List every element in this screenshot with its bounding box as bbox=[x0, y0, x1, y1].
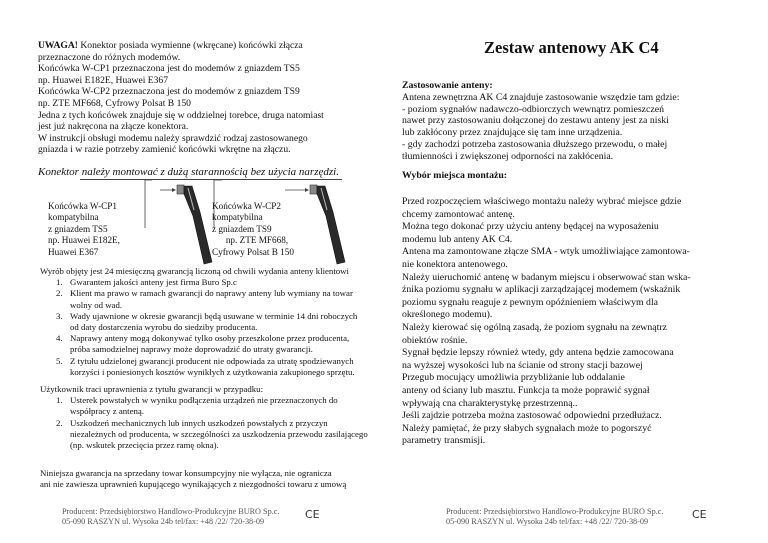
usage-heading: Zastosowanie anteny: bbox=[402, 80, 493, 91]
item-number: 2. bbox=[56, 417, 63, 428]
item-line: próba samodzielnej naprawy może doprowadzić do utraty gwarancji. bbox=[70, 344, 313, 355]
item-line: Klient ma prawo w ramach gwarancji do naprawy anteny lub wymiany na towar bbox=[70, 288, 353, 299]
warranty-intro: Wyrób objęty jest 24 miesięczną gwarancją liczoną od chwili wydania anteny klientowi bbox=[40, 266, 349, 276]
usage-line: tłumienności i zwiększonej odporności na zakłócenia. bbox=[402, 150, 614, 162]
usage-line: - gdy zachodzi potrzeba zastosowania dłuższego przewodu, o małej bbox=[402, 138, 668, 150]
placement-line: Należy kierować się ogólną zasadą, że poziom sygnału na zewnątrz bbox=[402, 321, 667, 333]
placement-line: Przed rozpoczęciem właściwego montażu należy wybrać miejsce gdzie bbox=[402, 196, 682, 207]
warning-line: np. ZTE MF668, Cyfrowy Polsat B 150 bbox=[38, 97, 191, 109]
warning-line: Jedna z tych końcówek znajduje się w oddzielnej torebce, druga natomiast bbox=[38, 109, 324, 121]
item-number: 2. bbox=[56, 288, 63, 299]
item-line: (np. wskutek przecięcia przez ramę okna). bbox=[70, 440, 219, 451]
item-number: 1. bbox=[56, 395, 63, 406]
exclusion-item bbox=[40, 395, 370, 417]
exclusions-intro: Użytkownik traci uprawnienia z tytułu gwarancji w przypadku: bbox=[40, 384, 264, 394]
item-line: Naprawy anteny mogą dokonywać tylko osoby przeszkolone przez producenta, bbox=[70, 333, 350, 344]
placement-line: źnika poziomu sygnału w aplikacji zarządzającej modemem (wskaźnik bbox=[402, 284, 681, 296]
placement-line: parametry transmisji. bbox=[402, 435, 486, 447]
tip2-line: Cyfrowy Polsat B 150 bbox=[212, 246, 294, 257]
placement-line: określonego modemu). bbox=[402, 309, 493, 321]
placement-line: chcemy zamontować antenę. bbox=[402, 208, 515, 220]
producer-footer bbox=[446, 507, 663, 528]
tip1-line: kompatybilna bbox=[48, 212, 99, 223]
warranty-item bbox=[40, 356, 370, 378]
item-number: 4. bbox=[56, 333, 63, 344]
page-title: Zestaw antenowy AK C4 bbox=[484, 38, 659, 57]
usage-line: Antena zewnętrzna AK C4 znajduje zastosowanie wszędzie tam gdzie: bbox=[402, 91, 680, 103]
placement-line: obiektów rośnie. bbox=[402, 334, 468, 346]
ce-mark-icon: CE bbox=[305, 508, 320, 521]
footer-line: 05-090 RASZYN ul. Wysoka 24b tel/fax: +48 /22/ 720-38-09 bbox=[446, 517, 649, 527]
placement-line: anteny od ściany lub masztu. Funkcja ta może poprawić sygnał bbox=[402, 384, 650, 396]
item-line: Wady ujawnione w okresie gwarancji będą usuwane w terminie 14 dni roboczych bbox=[70, 310, 358, 321]
item-line: Gwarantem jakości anteny jest firma Buro Sp.c bbox=[70, 277, 237, 288]
tip1-line: Huawei E367 bbox=[48, 246, 99, 257]
item-line: Uszkodzeń mechanicznych lub innych uszkodzeń powstałych z przyczyn bbox=[70, 417, 328, 428]
placement-line: poziomu sygnału reaguje z pewnym opóźnieniem właściwym dla bbox=[402, 296, 659, 308]
tip2-line: np. ZTE MF668, bbox=[225, 235, 289, 246]
footer-line: 05-090 RASZYN ul. Wysoka 24b tel/fax: +48 /22/ 720-38-09 bbox=[62, 517, 265, 527]
placement-line: nie konektora antenowego. bbox=[402, 258, 508, 270]
tip1-line: np. Huawei E182E, bbox=[48, 235, 120, 246]
placement-line: Można tego dokonać przy użyciu anteny będącej na wyposażeniu bbox=[402, 221, 659, 233]
tip-w-cp2-caption bbox=[212, 201, 294, 258]
warning-line: np. Huawei E182E, Huawei E367 bbox=[38, 74, 169, 86]
exclusions-list bbox=[40, 395, 370, 451]
warranty-item bbox=[40, 288, 370, 310]
warning-line: jest już nakręcona na złącze konektora. bbox=[38, 121, 189, 133]
warranty-terms bbox=[40, 266, 370, 378]
warning-lead: UWAGA! bbox=[38, 40, 78, 51]
placement-line: Sygnał będzie lepszy również wtedy, gdy antena będzie zamocowana bbox=[402, 347, 674, 359]
placement-line: Należy uieruchomić antenę w badanym miejscu i obserwować stan wska- bbox=[402, 271, 691, 283]
warning-line: gniazda i w razie potrzeby zamienić końcówki wkrętne na złączu. bbox=[38, 144, 291, 156]
warning-line: W instrukcji obsługi modemu należy sprawdzić rodzaj zastosowanego bbox=[38, 132, 308, 144]
producer-footer bbox=[62, 507, 279, 528]
connector-note: Konektor należy montować z dużą starannością bez użycia narzędzi. bbox=[38, 166, 339, 178]
right-page bbox=[384, 0, 768, 543]
warning-line: Końcówka W-CP1 przeznaczona jest do modemów z gniazdem TS5 bbox=[38, 63, 300, 75]
usage-line: - poziom sygnałów nadawczo-odbiorczych wewnątrz pomieszczeń bbox=[402, 103, 664, 115]
warranty-item bbox=[40, 311, 370, 333]
placement-line: wpływają cna charakterystykę przestrzenną.. bbox=[402, 397, 578, 409]
warning-first-line bbox=[38, 40, 368, 52]
item-line: niezależnych od producenta, w szczególności za uszkodzenia przewodu zasilającego bbox=[70, 428, 368, 439]
connector-1-icon bbox=[177, 185, 212, 264]
tip1-line: Końcówka W-CP1 bbox=[48, 201, 117, 211]
placement-line: Antena ma zamontowane złącze SMA - wtyk umożliwiające zamontowa- bbox=[402, 246, 690, 258]
warranty-list bbox=[40, 277, 370, 378]
tip1-line: z gniazdem TS5 bbox=[48, 223, 108, 234]
item-number: 1. bbox=[56, 277, 63, 288]
item-line: współpracy z anteną. bbox=[70, 406, 145, 417]
placement-line: Jeśli zajdzie potrzeba można zastosować odpowiedni przedłużacz. bbox=[402, 410, 662, 422]
tip2-line: Końcówka W-CP2 bbox=[212, 201, 281, 211]
item-line: od daty dostarczenia wyrobu do siedziby producenta. bbox=[70, 322, 258, 333]
item-number: 3. bbox=[56, 310, 63, 321]
placement-section bbox=[402, 196, 752, 448]
placement-line: modemu lub anteny AK C4. bbox=[402, 233, 513, 245]
warranty-item bbox=[40, 333, 370, 355]
warranty-item bbox=[40, 277, 370, 288]
footer-line: Producent: Przedsiębiorstwo Handlowo-Produkcyjne BURO Sp.c. bbox=[446, 507, 664, 516]
warranty-exclusions bbox=[40, 384, 370, 451]
connector-2-icon bbox=[310, 185, 345, 264]
usage-line: nawet przy zastosowaniu dołączonej do zestawu anteny jest za niski bbox=[402, 115, 669, 127]
closing-line: Niniejsza gwarancja na sprzedany towar konsumpcyjny nie wyłącza, nie ogranicza bbox=[40, 468, 332, 478]
exclusion-item bbox=[40, 418, 370, 452]
item-line: wolny od wad. bbox=[70, 299, 123, 310]
tip2-line: z gniazdem TS9 bbox=[212, 223, 272, 234]
item-line: Z tytułu udzielonej gwarancji producent nie odpowiada za utratę spodziewanych bbox=[70, 355, 354, 366]
placement-line: Przegub mocujący umożliwia przybliżanie lub oddalanie bbox=[402, 372, 625, 384]
tip2-line: kompatybilna bbox=[212, 212, 263, 223]
tip-w-cp1-caption bbox=[48, 201, 120, 258]
closing-line: ani nie zawiesza uprawnień kupującego wynikających z niezgodności towaru z umową bbox=[40, 479, 347, 490]
placement-heading: Wybór miejsca montażu: bbox=[402, 170, 508, 181]
warning-line: Końcówka W-CP2 przeznaczona jest do modemów z gniazdem TS9 bbox=[38, 86, 300, 98]
closing-statement bbox=[40, 468, 346, 490]
placement-line: Należy pamiętać, że przy słabych sygnałach może to pogorszyć bbox=[402, 422, 652, 434]
warning-line: przeznaczone do różnych modemów. bbox=[38, 51, 181, 63]
warning-block bbox=[38, 40, 368, 156]
usage-section bbox=[402, 80, 752, 163]
item-line: Usterek powstałych w wyniku podłączenia urządzeń nie przeznaczonych do bbox=[70, 395, 338, 406]
warning-first-line-text: Konektor posiada wymienne (wkręcane) końcówki złącza bbox=[77, 40, 303, 51]
item-number: 5. bbox=[56, 355, 63, 366]
item-line: korzyści i poniesionych kosztów wynikłych z użytkowania zakupionego sprzętu. bbox=[70, 366, 355, 377]
placement-line: na wyższej wysokości lub na ścianie od strony stacji bazowej bbox=[402, 359, 643, 371]
ce-mark-icon: CE bbox=[692, 508, 707, 521]
footer-line: Producent: Przedsiębiorstwo Handlowo-Produkcyjne BURO Sp.c. bbox=[62, 507, 280, 516]
usage-line: lub zakłócony przez znajdujące się tam inne urządzenia. bbox=[402, 127, 623, 139]
connector-note-underline bbox=[80, 179, 342, 180]
